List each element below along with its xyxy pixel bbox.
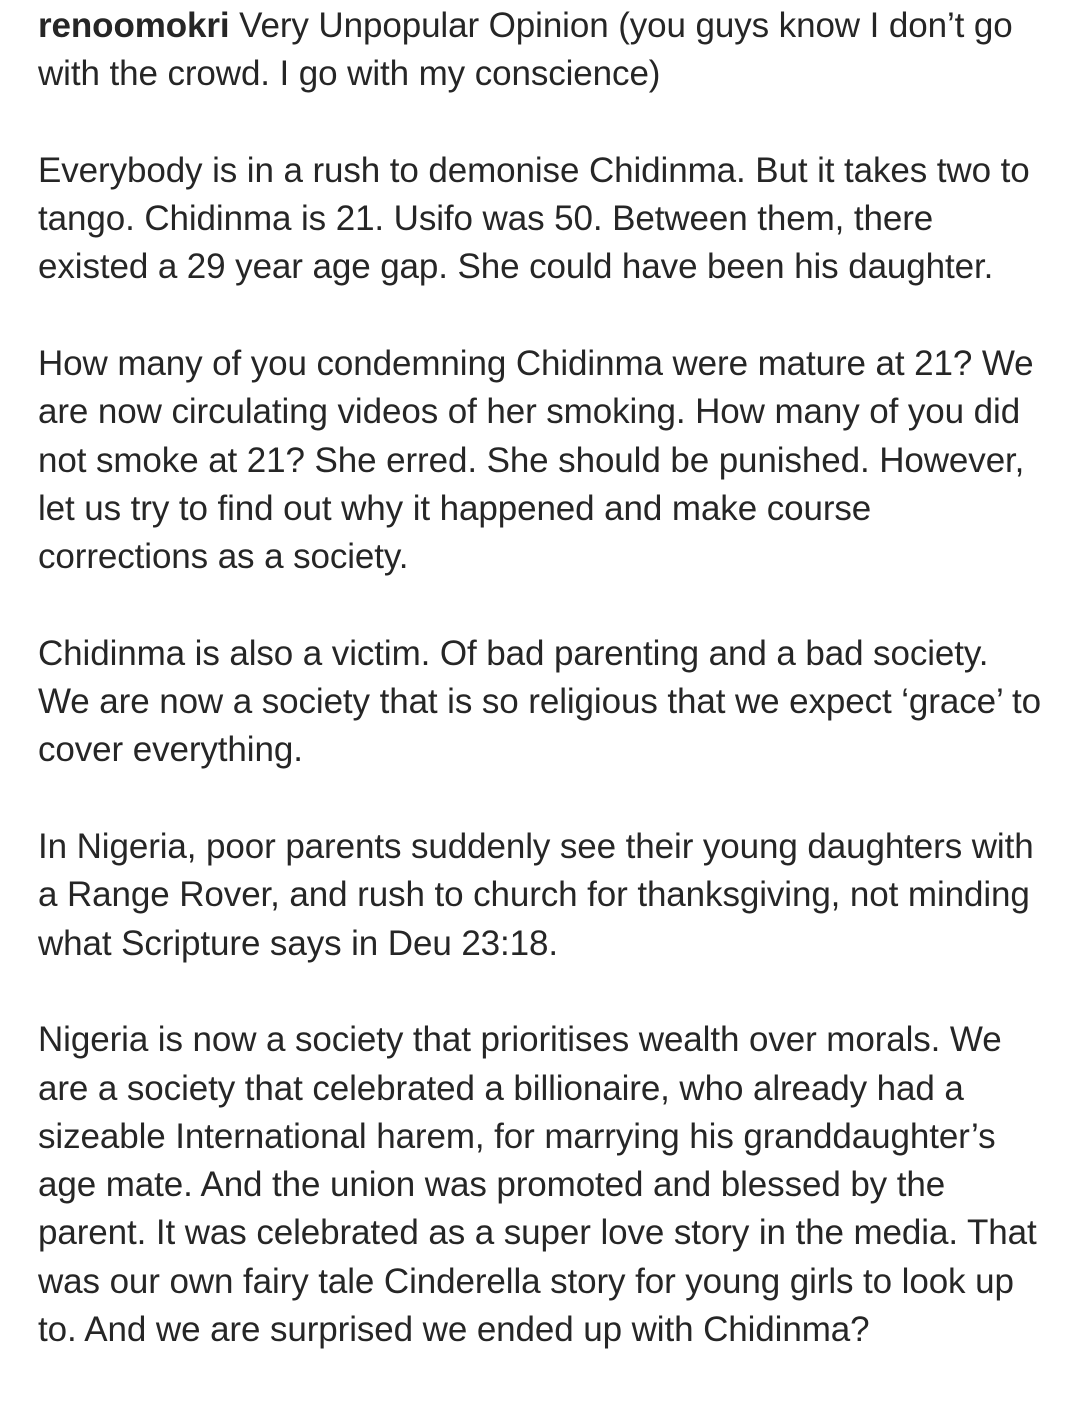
caption-paragraph-1: Everybody is in a rush to demonise Chidinma. But it takes two to tango. Chidinma is 21. Usifo was 50. Between them, there existed a 29 year age gap. She could have been his daughter.	[38, 150, 1030, 287]
caption-opening-text: Very Unpopular Opinion (you guys know I don’t go with the crowd. I go with my conscience)	[38, 6, 1013, 94]
post-caption	[0, 2, 1080, 1354]
caption-paragraph-5: Nigeria is now a society that prioritises wealth over morals. We are a society that celebrated a billionaire, who already had a sizeable International harem, for marrying his granddaughter’s age mate. And the union was promoted and blessed by the parent. It was celebrated as a super love story in the media. That was our own fairy tale Cinderella story for young girls to look up to. And we are surprised we ended up with Chidinma?	[38, 1020, 1037, 1350]
caption-paragraph-3: Chidinma is also a victim. Of bad parenting and a bad society. We are now a society that is so religious that we expect ‘grace’ to cover everything.	[38, 633, 1041, 770]
caption-opening	[38, 2, 1042, 99]
username-link[interactable]: renoomokri	[38, 6, 230, 45]
caption-paragraph-4: In Nigeria, poor parents suddenly see their young daughters with a Range Rover, and rush to church for thanksgiving, not minding what Scripture says in Deu 23:18.	[38, 827, 1034, 963]
caption-paragraph-2: How many of you condemning Chidinma were mature at 21? We are now circulating videos of her smoking. How many of you did not smoke at 21? She erred. She should be punished. However, let us try to find out why it happened and make course corrections as a society.	[38, 344, 1034, 577]
